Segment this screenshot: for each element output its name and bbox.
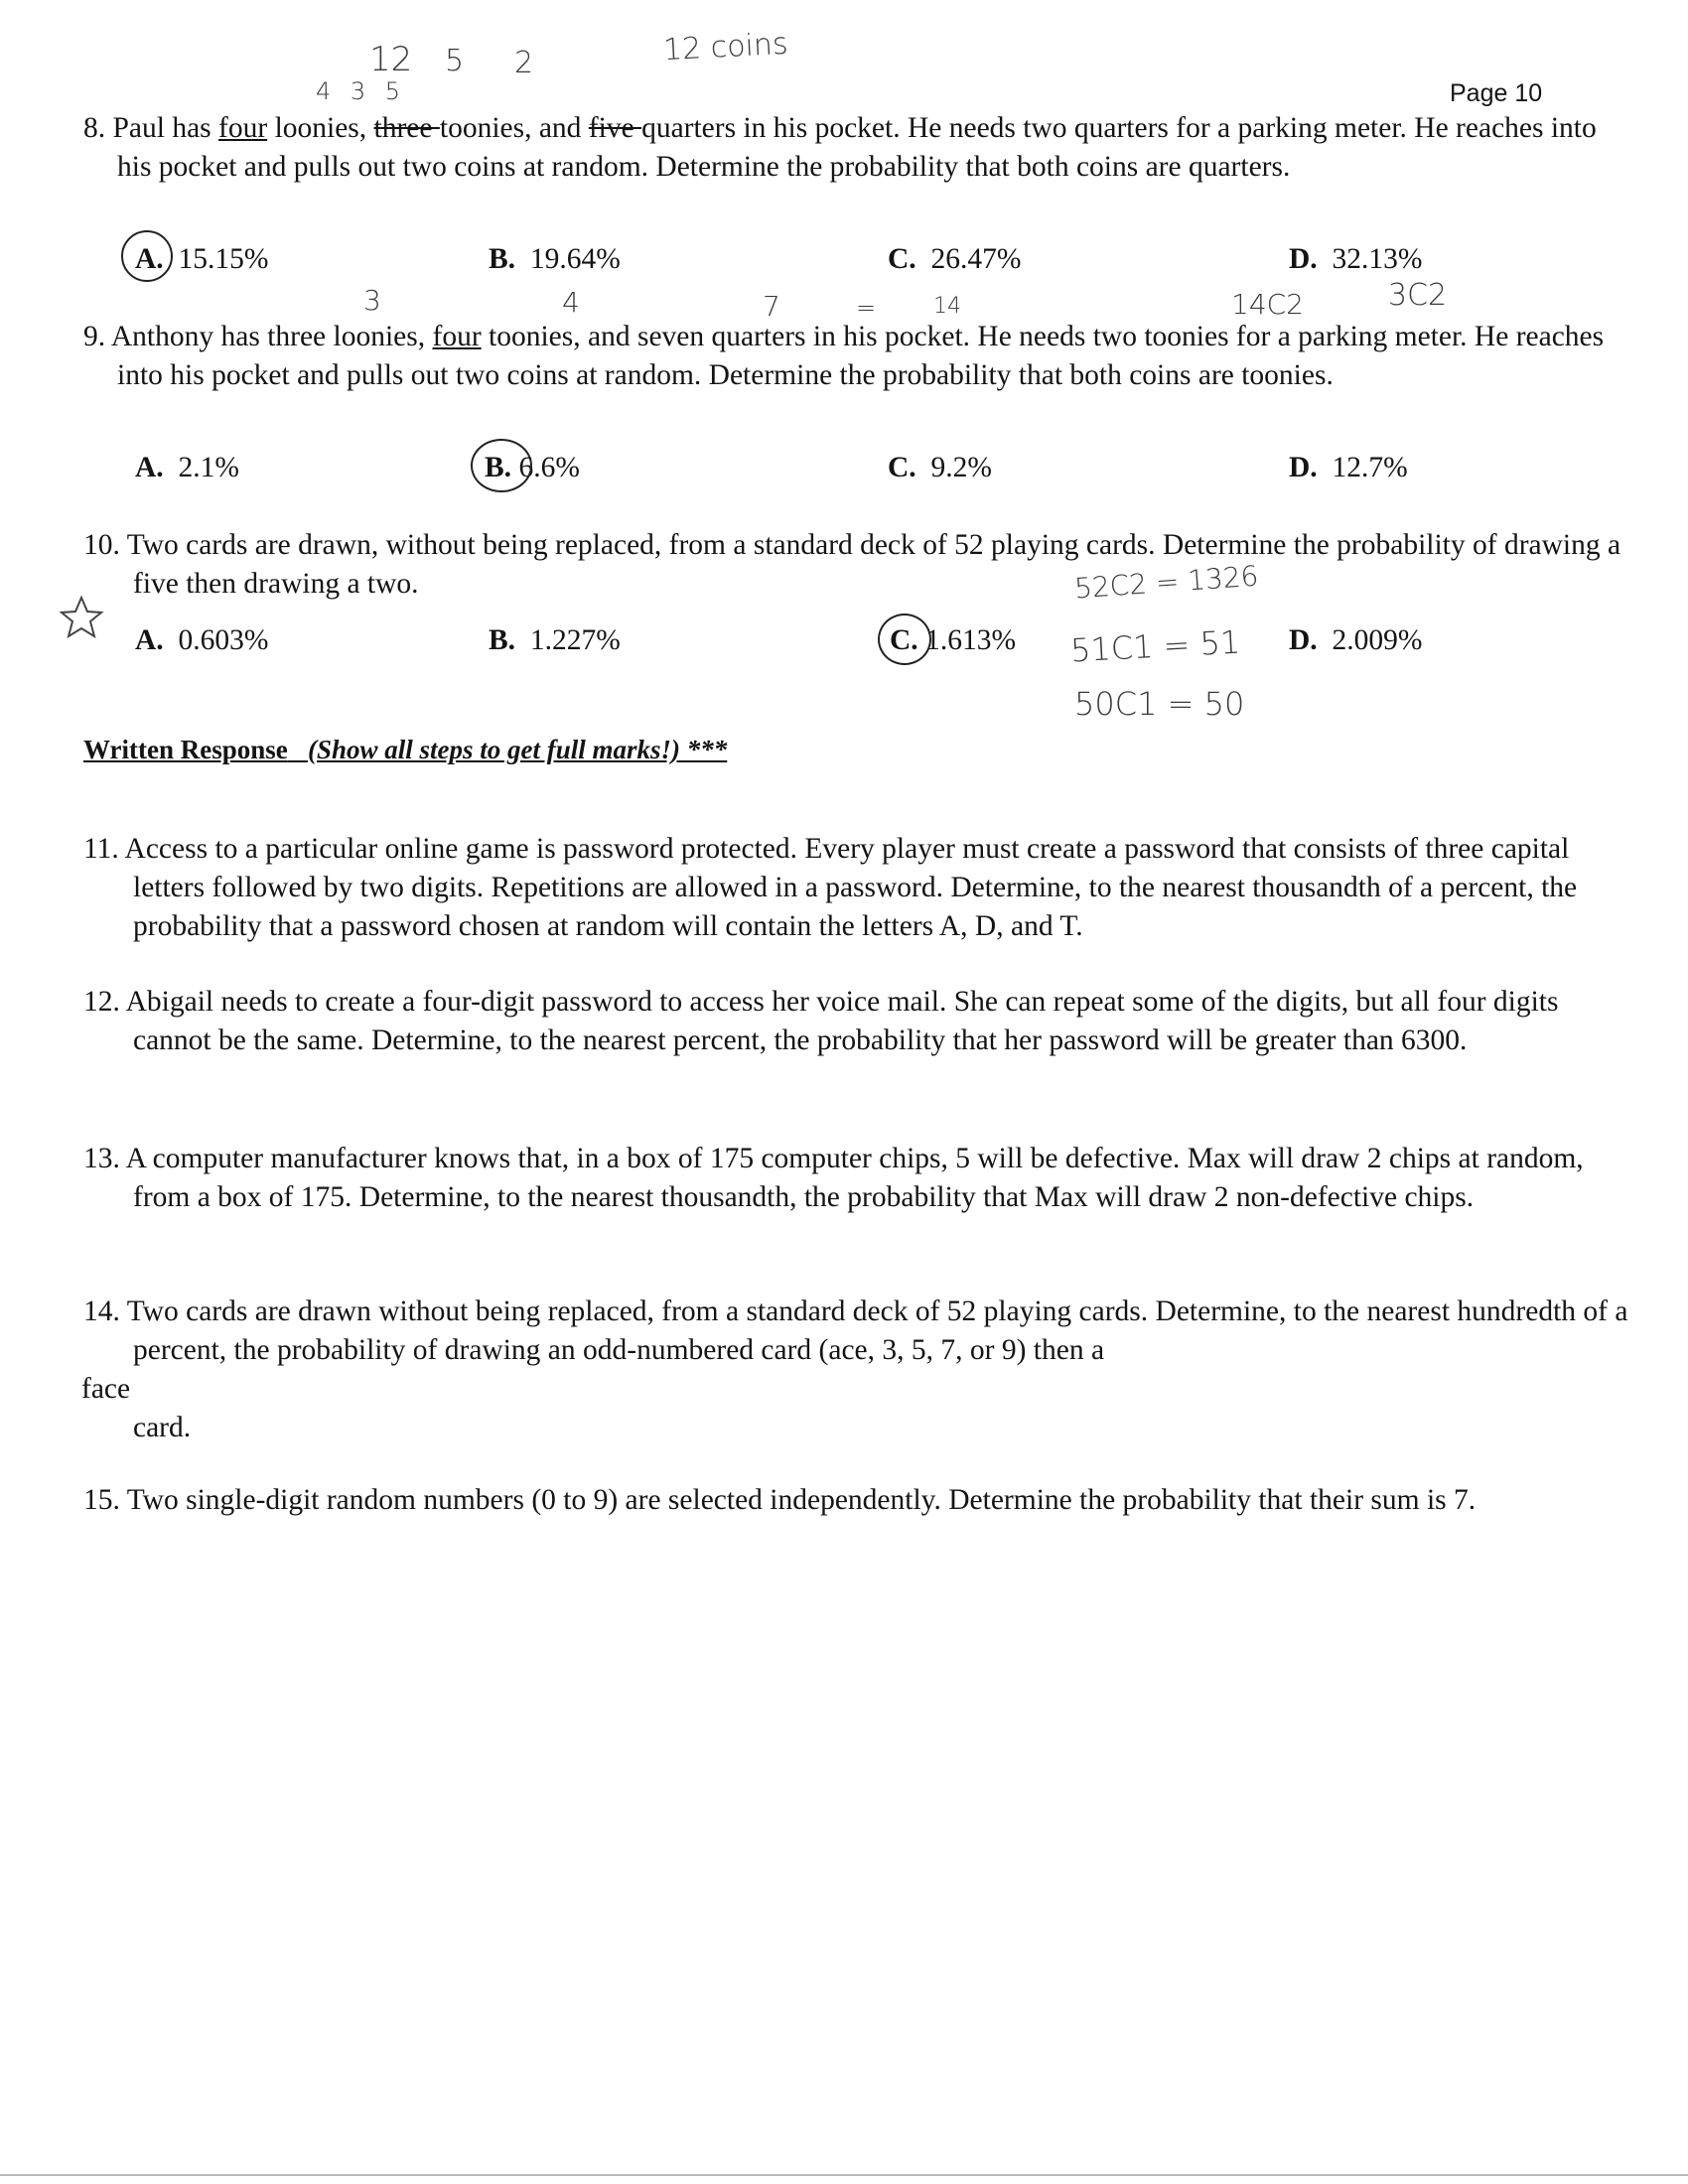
answer-choices bbox=[83, 449, 1632, 488]
question-number: 13. bbox=[83, 1143, 120, 1174]
handwritten-q9-3: 3 bbox=[363, 284, 381, 317]
question-8: 8. Paul has four loonies, three toonies, and five quarters in his pocket. He needs two quarters for a parking meter. He reaches into his pocket and pulls out two coins at random. Determine the probability that both coins are quarters. A. 15.15% B. 19.64% C. 26.47% D. 32.13% bbox=[83, 109, 1632, 187]
question-number: 14. bbox=[83, 1296, 120, 1327]
choice-b[interactable]: B. 6.6% bbox=[485, 452, 580, 483]
question-number: 15. bbox=[83, 1484, 120, 1516]
handwritten-sub-counts: 4 3 5 bbox=[316, 77, 407, 105]
handwritten-count-12: 12 bbox=[369, 40, 413, 79]
question-number: 11. bbox=[83, 833, 119, 865]
answer-circle-c bbox=[878, 614, 931, 665]
handwritten-q10-52c2: 52C2 = 1326 bbox=[1073, 559, 1260, 606]
choice-a[interactable]: A. 0.603% bbox=[135, 624, 269, 656]
handwritten-count-5: 5 bbox=[445, 44, 465, 78]
handwritten-q9-3c2: 3C2 bbox=[1388, 278, 1448, 313]
choice-c[interactable]: C. 1.613% bbox=[890, 624, 1017, 656]
scan-edge-divider bbox=[0, 2174, 1688, 2176]
question-13: 13. A computer manufacturer knows that, in a box of 175 computer chips, 5 will be defective. Max will draw 2 chips at random, from a box of 175. Determine, to the nearest thousandth, the probability that Max will draw 2 non-defective chips. bbox=[83, 1143, 1584, 1213]
page-number: Page 10 bbox=[1450, 79, 1543, 107]
handwritten-q9-4: 4 bbox=[562, 286, 580, 319]
question-10: 10. Two cards are drawn, without being replaced, from a standard deck of 52 playing cards. Determine the probability of drawing a five then drawing a two. A. 0.603% B. 1.227% C. 1.613% D. 2.009% bbox=[83, 526, 1632, 604]
question-12: 12. Abigail needs to create a four-digit password to access her voice mail. She can repeat some of the digits, but all four digits cannot be the same. Determine, to the nearest percent, the probability that her password will be greater than 6300. bbox=[83, 986, 1559, 1056]
handwritten-q9-14: 14 bbox=[933, 294, 961, 319]
handwritten-q9-eq: = bbox=[856, 294, 877, 322]
answer-choices bbox=[83, 621, 1632, 661]
handwritten-q9-7: 7 bbox=[763, 290, 780, 323]
section-heading: Written Response (Show all steps to get full marks!) *** bbox=[83, 735, 728, 764]
handwritten-count-2: 2 bbox=[514, 46, 534, 80]
choice-d[interactable]: D. 32.13% bbox=[1289, 243, 1423, 275]
handwritten-coins-note: 12 coins bbox=[662, 26, 789, 68]
choice-c[interactable]: C. 9.2% bbox=[888, 452, 992, 483]
question-number: 12. bbox=[83, 986, 120, 1018]
question-number: 9. bbox=[83, 321, 106, 352]
handwritten-q10-51c1: 51C1 = 51 bbox=[1069, 622, 1242, 670]
answer-choices bbox=[83, 240, 1632, 280]
choice-b[interactable]: B. 1.227% bbox=[489, 624, 621, 656]
question-number: 8. bbox=[83, 112, 106, 144]
question-14: 14. Two cards are drawn without being replaced, from a standard deck of 52 playing cards. Determine, to the nearest hundredth of a percent, the probability of drawing an odd-numbered card (ace, 3, 5, 7, or 9) then a face card. bbox=[81, 1296, 1628, 1443]
choice-d[interactable]: D. 12.7% bbox=[1289, 452, 1408, 483]
choice-a[interactable]: A. 2.1% bbox=[135, 452, 239, 483]
question-number: 10. bbox=[83, 529, 120, 561]
choice-a[interactable]: A. 15.15% bbox=[135, 243, 269, 275]
question-9: 9. Anthony has three loonies, four toonies, and seven quarters in his pocket. He needs two toonies for a parking meter. He reaches into his pocket and pulls out two coins at random. Determine the probability that both coins are toonies. A. 2.1% B. 6.6% C. 9.2% D. 12.7% bbox=[83, 318, 1632, 395]
choice-c[interactable]: C. 26.47% bbox=[888, 243, 1022, 275]
handwritten-q9-14c2: 14C2 bbox=[1231, 288, 1304, 321]
answer-circle-b bbox=[471, 439, 532, 492]
handwritten-q10-50c1: 50C1 = 50 bbox=[1074, 685, 1245, 723]
choice-b[interactable]: B. 19.64% bbox=[489, 243, 621, 275]
choice-d[interactable]: D. 2.009% bbox=[1289, 624, 1423, 656]
question-15: 15. Two single-digit random numbers (0 to 9) are selected independently. Determine the probability that their sum is 7. bbox=[83, 1484, 1477, 1516]
answer-circle-a bbox=[121, 230, 173, 282]
question-11: 11. Access to a particular online game is password protected. Every player must create a password that consists of three capital letters followed by two digits. Repetitions are allowed in a password. Determine, to the nearest thousandth of a percent, the probability that a password chosen at random will contain the letters A, D, and T. bbox=[83, 833, 1578, 942]
section-note: (Show all steps to get full marks!) *** bbox=[308, 735, 728, 764]
